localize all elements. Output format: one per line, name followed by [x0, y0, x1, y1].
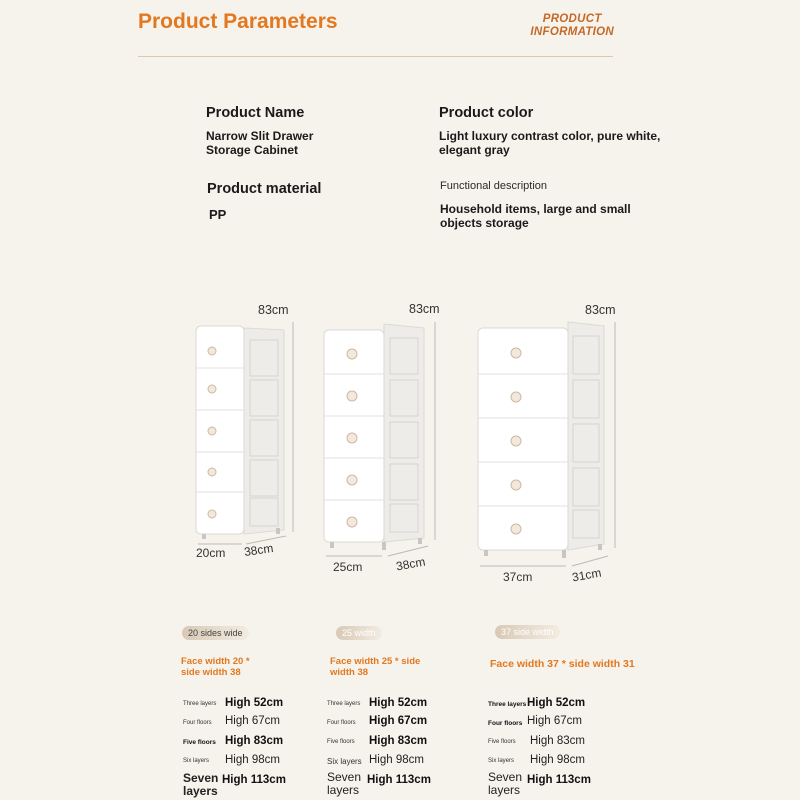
layer-height: High 52cm	[369, 697, 428, 709]
layer-label-seven	[183, 772, 218, 798]
layer-label: Three layers	[327, 701, 361, 707]
layer-height: High 83cm	[225, 735, 284, 747]
cabinet-37-face: 37cm	[503, 570, 533, 584]
face-width-25-line-2: width 38	[330, 667, 369, 678]
cabinet-25-drawing	[318, 300, 453, 585]
layer-label: Four floors	[488, 720, 523, 727]
face-width-20	[181, 656, 250, 678]
layer-label: Six layers	[488, 758, 515, 764]
product-name-label: Product Name	[206, 105, 305, 121]
face-width-25	[330, 656, 420, 678]
layer-label-line-2: layers	[327, 783, 360, 797]
page-title: Product Parameters	[138, 10, 338, 33]
product-information-heading	[530, 13, 614, 39]
layer-label-line-2: layers	[183, 784, 218, 798]
layer-label-line-2: layers	[488, 783, 521, 797]
layer-label: Four floors	[327, 720, 356, 726]
layer-height: High 98cm	[225, 754, 280, 766]
face-width-20-line-1: Face width 20 *	[181, 656, 250, 667]
layer-label: Three layers	[183, 701, 217, 707]
layer-label: Six layers	[183, 758, 210, 764]
layer-height: High 67cm	[369, 715, 428, 727]
layer-label-line-1: Seven	[327, 770, 362, 784]
product-material-value: PP	[209, 207, 227, 222]
product-color-line-1: Light luxury contrast color, pure white,	[439, 129, 661, 143]
product-color-label: Product color	[439, 105, 534, 121]
face-width-25-line-1: Face width 25 * side	[330, 656, 421, 667]
product-color-value	[439, 129, 660, 157]
layer-height: High 98cm	[530, 754, 585, 766]
layer-height: High 52cm	[225, 697, 284, 709]
product-name-value	[206, 129, 313, 157]
functional-description-label: Functional description	[440, 180, 548, 192]
layer-height: High 113cm	[222, 774, 286, 786]
info-line-1: PRODUCT	[542, 13, 602, 25]
product-name-line-1: Narrow Slit Drawer	[206, 129, 314, 143]
layer-height: High 67cm	[527, 715, 582, 727]
cabinet-37-drawing	[472, 300, 632, 590]
layer-label-seven	[327, 771, 361, 797]
cabinet-25-side: 38cm	[395, 554, 427, 574]
product-name-line-2: Storage Cabinet	[206, 143, 299, 157]
layer-label: Five floors	[327, 739, 355, 745]
layer-height: High 98cm	[369, 754, 424, 766]
cabinet-20-drawing	[190, 300, 310, 570]
cabinet-20-side: 38cm	[243, 541, 275, 559]
cabinet-37-illustration	[472, 300, 632, 590]
product-material-label: Product material	[207, 181, 322, 197]
functional-description-value	[440, 202, 631, 230]
layer-label: Five floors	[488, 739, 516, 745]
layer-label-line-1: Seven	[183, 771, 219, 785]
cabinet-20-face: 20cm	[196, 546, 226, 560]
header-divider	[138, 56, 613, 57]
chip-20: 20 sides wide	[182, 626, 249, 640]
chip-25: 25 width	[336, 626, 382, 640]
layer-label-seven	[488, 771, 522, 797]
layer-label: Six layers	[327, 757, 362, 766]
function-line-2: objects storage	[440, 216, 529, 230]
layer-label: Four floors	[183, 720, 212, 726]
cabinet-37-height: 83cm	[585, 303, 616, 317]
layer-height: High 83cm	[530, 735, 585, 747]
function-line-1: Household items, large and small	[440, 202, 631, 216]
cabinet-20-height: 83cm	[258, 303, 289, 317]
layer-height: High 83cm	[369, 735, 428, 747]
cabinet-25-illustration	[318, 300, 453, 585]
layer-height: High 67cm	[225, 715, 280, 727]
face-width-37: Face width 37 * side width 31	[490, 658, 635, 670]
layer-label: Three layers	[488, 701, 527, 708]
layer-height: High 113cm	[527, 774, 591, 786]
layer-label: Five floors	[183, 739, 216, 746]
cabinet-25-height: 83cm	[409, 302, 440, 316]
product-color-line-2: elegant gray	[439, 143, 510, 157]
layer-height: High 52cm	[527, 697, 586, 709]
layer-label-line-1: Seven	[488, 770, 523, 784]
cabinet-20-illustration	[190, 300, 310, 570]
layer-height: High 113cm	[367, 774, 431, 786]
face-width-20-line-2: side width 38	[181, 667, 241, 678]
chip-37: 37 side width	[495, 625, 560, 639]
cabinet-25-face: 25cm	[333, 560, 363, 574]
info-line-2: INFORMATION	[530, 26, 614, 38]
cabinet-37-side: 31cm	[571, 565, 603, 585]
